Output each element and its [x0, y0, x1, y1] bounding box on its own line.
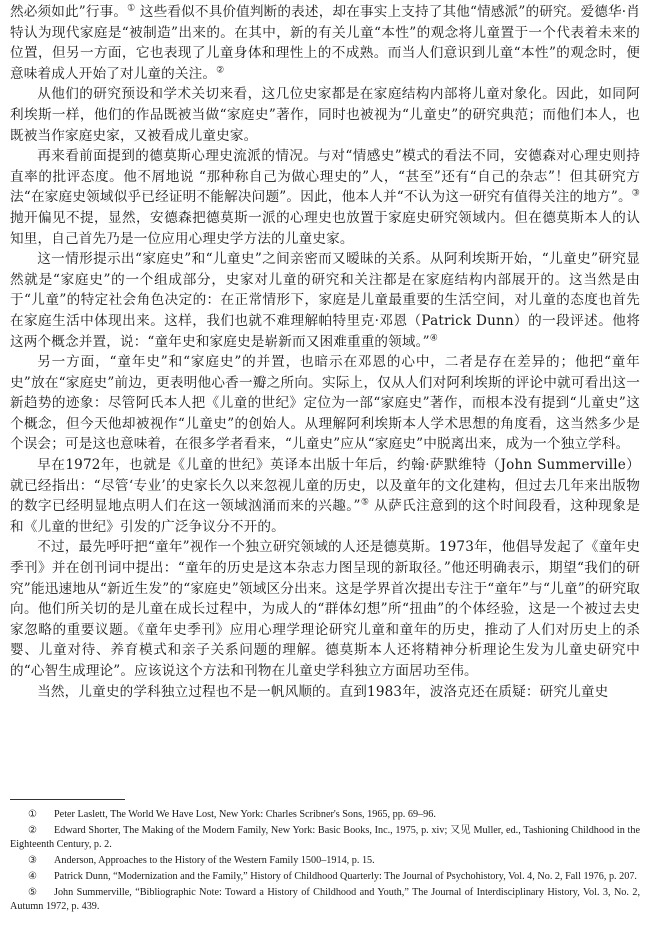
paragraph-text: 当然，儿童史的学科独立过程也不是一帆风顺的。直到1983年，波洛克还在质疑：研究儿童史	[37, 683, 609, 700]
paragraph-text: 这一情形提示出“家庭史”和“儿童史”之间亲密而又暧昧的关系。从阿利埃斯开始，“儿童史”研究显然就是“家庭史”的一个组成部分，史家对儿童的研究和关注都是在家庭结构内部展开的。这当然是由于“儿童”的特定社会角色决定的：在正常情形下，家庭是儿童最重要的生活空间，对儿童的态度也首先在家庭生活中体现出来。这样，我们也就不难理解帕特里克·邓恩（Patrick Dunn）的一段评述。他将这两个概念并置，说：“童年史和家庭史是崭新而又困难重重的领域。”	[10, 251, 640, 350]
paragraph-text: 抛开偏见不提，显然，安德森把德莫斯一派的心理史也放置于家庭史研究领域内。但在德莫斯本人的认知里，自己首先乃是一位应用心理史学方法的儿童史家。	[10, 209, 640, 247]
paragraph-text: 再来看前面提到的德莫斯心理史流派的情况。与对“情感史”模式的看法不同，安德森对心理史则持直率的批评态度。他不屑地说 “那种称自己为做心理史的”人，“甚至”还有“自己的杂志”！但其研究方法“在家庭史领域似乎已经证明不能解决问题”。因此，他本人并“不认为这一研究有值得关注的地方”。	[10, 148, 640, 206]
footnote-ref: ③	[631, 188, 640, 199]
paragraph	[10, 146, 640, 249]
paragraph	[10, 84, 640, 146]
paragraph-text: 然必须如此”行事。	[10, 4, 128, 20]
footnote-ref: ④	[429, 332, 438, 343]
footnote-number: ②	[28, 825, 38, 836]
paragraph-text: 从萨氏注意到的这个时间段看，这种现象是和《儿童的世纪》引发的广泛争议分不开的。	[10, 498, 640, 535]
footnote-number: ④	[28, 871, 38, 882]
paragraph-text: 不过，最先呼吁把“童年”视作一个独立研究领域的人还是德莫斯。1973年，他倡导发起了《童年史季刊》并在创刊词中提出：“童年的历史是这本杂志力图呈现的新取径。”他还明确表示，期望“我们的研究”能迅速地从“新近生发”的“家庭史”领域区分出来。这是学界首次提出专注于“童年”与“儿童”的研究取向。他们所关切的是儿童在成长过程中，为成人的“群体幻想”所“扭曲”的个体经验，这是一个被过去史家忽略的重要议题。《童年史季刊》应用心理学理论研究儿童和童年的历史，推动了人们对历史上的杀婴、儿童对待、养育模式和亲子关系问题的理解。德莫斯本人还将精神分析理论生发为儿童史研究中的“心智生成理论”。应该说这个方法和刊物在儿童史学科独立方面居功至伟。	[10, 539, 640, 679]
footnote-separator	[10, 799, 125, 800]
footnote-ref: ②	[216, 65, 225, 76]
footnote	[10, 886, 640, 914]
footnote	[10, 854, 640, 868]
paragraph	[10, 249, 640, 352]
footnotes	[10, 808, 640, 916]
footnote-text: Edward Shorter, The Making of the Modern Family, New York: Basic Books, Inc., 1975, p. xiv; 又见 Muller, ed., Tashioning Childhood in the Eighteenth Century, p. 2.	[10, 825, 640, 850]
paragraph-text: 另一方面，“童年史”和“家庭史”的并置，也暗示在邓恩的心中，二者是存在差异的；他把“童年史”放在“家庭史”前边，更表明他心香一瓣之所向。实际上，仅从人们对阿利埃斯的评论中就可看出这一新趋势的迹象：尽管阿氏本人把《儿童的世纪》定位为一部“家庭史”著作，而根本没有提到“儿童史”这个概念，但今天他却被视作“儿童史”的创始人。从理解阿利埃斯本人学术思想的角度看，这当然多少是个误会；可是这也意味着，在很多学者看来，“儿童史”应从“家庭史”中脱离出来，成为一个独立学科。	[10, 354, 640, 453]
footnote	[10, 824, 640, 852]
body-text	[10, 2, 640, 702]
footnote-ref: ⑤	[360, 497, 370, 508]
paragraph	[10, 455, 640, 537]
footnote-number: ⑤	[28, 887, 38, 898]
footnote-number: ③	[28, 855, 38, 866]
paragraph	[10, 537, 640, 681]
footnote	[10, 870, 640, 884]
footnote-number: ①	[28, 809, 38, 820]
footnote-text: John Summerville, “Bibliographic Note: Toward a History of Childhood and Youth,” The Journal of Interdisciplinary History, Vol. 3, No. 2, Autumn 1972, p. 439.	[10, 887, 640, 912]
paragraph-text: 早在1972年，也就是《儿童的世纪》英译本出版十年后，约翰·萨默维特（John Summerville）就已经指出：“尽管‘专业’的史家长久以来忽视儿童的历史，以及童年的文化建构，但过去几年来出版物的数字已经明显地点明人们在这一领域汹涌而来的兴趣。”	[10, 457, 640, 515]
paragraph-text: 从他们的研究预设和学术关切来看，这几位史家都是在家庭结构内部将儿童对象化。因此，如同阿利埃斯一样，他们的作品既被当做“家庭史”著作，同时也被视为“儿童史”的研究典范；而他们本人，也既被当作家庭史家，又被看成儿童史家。	[10, 86, 640, 144]
paragraph	[10, 352, 640, 455]
paragraph	[10, 682, 640, 703]
footnote	[10, 808, 640, 822]
footnote-text: Patrick Dunn, “Modernization and the Family,” History of Childhood Quarterly: The Journal of Psychohistory, Vol. 4, No. 2, Fall 1976, p. 207.	[54, 871, 637, 882]
footnote-text: Peter Laslett, The World We Have Lost, New York: Charles Scribner's Sons, 1965, pp. 69–96.	[54, 809, 436, 820]
footnote-text: Anderson, Approaches to the History of the Western Family 1500–1914, p. 15.	[54, 855, 375, 866]
paragraph	[10, 2, 640, 84]
footnote-ref: ①	[127, 3, 136, 14]
paragraph-text: 这些看似不具价值判断的表述，却在事实上支持了其他“情感派”的研究。爱德华·肖特认为现代家庭是“被制造”出来的。在其中，新的有关儿童“本性”的观念将儿童置于一个代表着未来的位置，但另一方面，它也表现了儿童身体和理性上的不成熟。而当人们意识到儿童“本性”的观念时，便意味着成人开始了对儿童的关注。	[10, 4, 640, 82]
